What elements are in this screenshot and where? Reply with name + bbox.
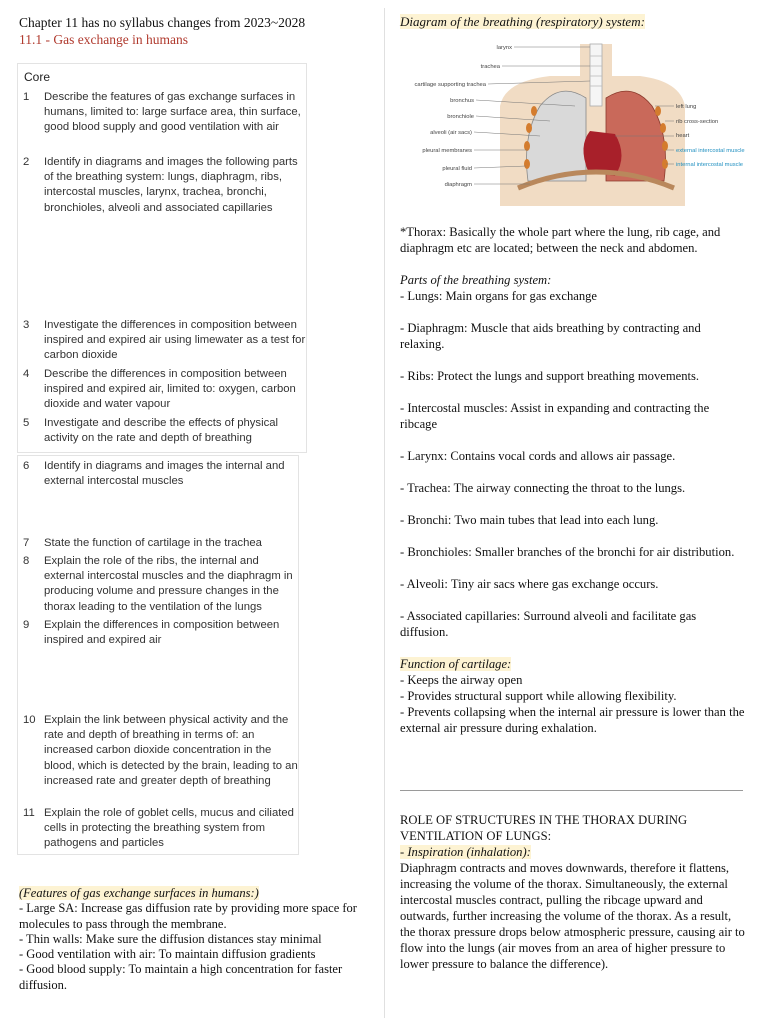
syllabus-item: [18, 416, 306, 446]
column-divider: [384, 8, 385, 1018]
diagram-label: diaphragm: [444, 182, 472, 188]
diagram-label: trachea: [480, 64, 500, 70]
parts-line: - Diaphragm: Muscle that aids breathing by contracting and relaxing.: [400, 321, 701, 351]
features-line: - Thin walls: Make sure the diffusion distances stay minimal: [19, 931, 322, 946]
diagram-label: external intercostal muscle: [676, 148, 745, 154]
syllabus-item: [18, 554, 298, 615]
chapter-note: Chapter 11 has no syllabus changes from 2023~2028: [19, 15, 306, 30]
parts-line: - Bronchi: Two main tubes that lead into each lung.: [400, 513, 659, 527]
cartilage-title: Function of cartilage:: [400, 657, 512, 671]
diagram-title: Diagram of the breathing (respiratory) system:: [400, 14, 645, 29]
syllabus-item-number: 8: [23, 555, 30, 567]
syllabus-item: [18, 618, 298, 648]
features-title: (Features of gas exchange surfaces in humans:): [19, 886, 259, 900]
cartilage-line: - Provides structural support while allowing flexibility.: [400, 689, 677, 703]
syllabus-item-number: 7: [23, 537, 30, 549]
syllabus-item-text: Identify in diagrams and images the internal and external intercostal muscles: [44, 460, 285, 488]
diagram-label: alveoli (air sacs): [430, 130, 472, 136]
syllabus-item-number: 4: [23, 368, 30, 380]
features-line: - Good ventilation with air: To maintain diffusion gradients: [19, 947, 316, 962]
features-line: - Good blood supply: To maintain a high concentration for faster diffusion.: [19, 962, 343, 992]
heart-shape: [583, 131, 621, 176]
diagram-label: bronchiole: [447, 114, 474, 120]
parts-line: - Bronchioles: Smaller branches of the bronchi for air distribution.: [400, 545, 735, 559]
features-section: [19, 886, 369, 993]
diagram-label: internal intercostal muscle: [676, 162, 744, 168]
syllabus-item-text: Explain the role of the ribs, the internal and external intercostal muscles and the diaphragm in producing volume and pressure changes in the thorax leading to the ventilation of the lungs: [44, 555, 293, 613]
syllabus-item-number: 1: [23, 91, 30, 103]
syllabus-item-number: 10: [23, 714, 36, 726]
syllabus-item: [18, 155, 306, 216]
parts-line: - Ribs: Protect the lungs and support breathing movements.: [400, 369, 700, 383]
syllabus-item-text: State the function of cartilage in the trachea: [44, 537, 262, 549]
syllabus-box-2: [17, 455, 299, 855]
parts-line: - Lungs: Main organs for gas exchange: [400, 289, 598, 303]
syllabus-item-number: 5: [23, 417, 30, 429]
syllabus-item: [18, 90, 306, 136]
syllabus-item-number: 2: [23, 156, 30, 168]
syllabus-item-number: 6: [23, 460, 30, 472]
syllabus-item: [18, 367, 306, 413]
diagram-label: left lung: [676, 104, 697, 110]
role-heading: ROLE OF STRUCTURES IN THE THORAX DURING VENTILATION OF LUNGS:: [400, 813, 688, 843]
trachea-shape: [590, 44, 602, 106]
diagram-label: heart: [676, 133, 690, 139]
breathing-system-diagram: [400, 36, 762, 206]
parts-line: - Alveoli: Tiny air sacs where gas exchange occurs.: [400, 577, 659, 591]
parts-line: - Intercostal muscles: Assist in expanding and contracting the ribcage: [400, 401, 710, 431]
diagram-label: pleural membranes: [422, 148, 472, 154]
cartilage-line: - Prevents collapsing when the internal air pressure is lower than the external air pressure during exhalation.: [400, 705, 745, 735]
syllabus-item-text: Identify in diagrams and images the following parts of the breathing system: lungs, diaphragm, ribs, intercostal muscles, larynx, trachea, bronchi, bronchioles, alveoli and associated capillaries: [44, 156, 298, 214]
syllabus-item-text: Explain the differences in composition between inspired and expired air: [44, 619, 280, 647]
syllabus-item: [18, 806, 298, 852]
syllabus-item-text: Investigate and describe the effects of physical activity on the rate and depth of breathing: [44, 417, 279, 445]
inspiration-label: - Inspiration (inhalation):: [400, 845, 531, 859]
diagram-label: cartilage supporting trachea: [414, 82, 486, 88]
parts-line: - Trachea: The airway connecting the throat to the lungs.: [400, 481, 686, 495]
parts-line: - Associated capillaries: Surround alveoli and facilitate gas diffusion.: [400, 609, 697, 639]
parts-line: - Larynx: Contains vocal cords and allows air passage.: [400, 449, 676, 463]
syllabus-item-text: Explain the role of goblet cells, mucus and ciliated cells in protecting the breathing system from pathogens and particles: [44, 807, 294, 850]
syllabus-item-number: 9: [23, 619, 30, 631]
diagram-label: pleural fluid: [442, 166, 472, 172]
thorax-note: *Thorax: Basically the whole part where the lung, rib cage, and diaphragm etc are located; between the neck and abdomen.: [400, 225, 721, 255]
section-divider: [400, 790, 743, 791]
syllabus-item-text: Investigate the differences in composition between inspired and expired air using limewater as a test for carbon dioxide: [44, 319, 306, 362]
syllabus-item-text: Describe the features of gas exchange surfaces in humans, limited to: large surface area, thin surface, good blood supply and good ventilation with air: [44, 91, 301, 134]
diagram-label: rib cross-section: [676, 119, 719, 125]
diagram-label: larynx: [496, 45, 512, 51]
syllabus-box-1: [17, 63, 307, 453]
diagram-label: bronchus: [450, 98, 474, 104]
syllabus-item-text: Describe the differences in composition between inspired and expired air, limited to: oxygen, carbon dioxide and water vapour: [44, 368, 296, 411]
syllabus-item: [18, 713, 298, 789]
syllabus-item: [18, 459, 298, 489]
features-line: - Large SA: Increase gas diffusion rate by providing more space for molecules to pass through the membrane.: [19, 901, 357, 931]
role-section: [400, 812, 745, 972]
syllabus-item: [18, 536, 298, 551]
cartilage-line: - Keeps the airway open: [400, 673, 523, 687]
core-label: Core: [24, 70, 51, 84]
syllabus-item: [18, 318, 306, 364]
syllabus-item-number: 3: [23, 319, 30, 331]
notes-section: [400, 224, 745, 736]
parts-title: Parts of the breathing system:: [400, 273, 552, 287]
syllabus-item-number: 11: [23, 807, 35, 819]
inspiration-text: Diaphragm contracts and moves downwards, therefore it flattens, increasing the volume of the thorax. Simultaneously, the external intercostal muscles contract, pulling the ribcage upward and outwards, further increasing the volume of the thorax. As a result, the thorax pressure drops below atmospheric pressure, causing air to flow into the lungs (air moves from an area of higher pressure to lower pressure to balance the difference).: [400, 861, 745, 971]
syllabus-item-text: Explain the link between physical activity and the rate and depth of breathing in terms of: an increased carbon dioxide concentration in the blood, which is detected by the brain, leading to an increased rate and greater depth of breathing: [44, 714, 298, 787]
section-title: 11.1 - Gas exchange in humans: [19, 32, 188, 47]
